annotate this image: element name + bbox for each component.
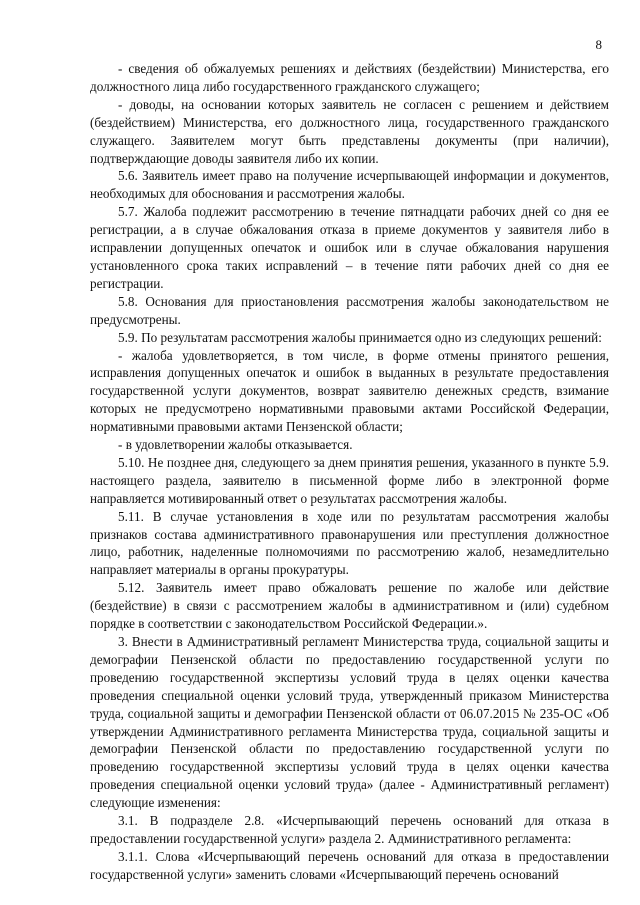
paragraph-5-9: 5.9. По результатам рассмотрения жалобы принимается одно из следующих решений: <box>118 329 602 345</box>
paragraph-3: 3. Внести в Административный регламент Министерства труда, социальной защиты и демографии Пензенской области по предоставлению государственной услуги по проведению государственной экспертизы условий труда в целях оценки качества проведения специальной оценки условий труда, утвержденный приказом Министерства труда, социальной защиты и демографии Пензенской области от 06.07.2015 № 235-ОС «Об утверждении Административного регламента Министерства труда, социальной защиты и демографии Пензенской области по предоставлению государственной услуги по проведению государственной экспертизы условий труда в целях оценки качества проведения специальной оценки условий труда» (далее - Административный регламент) следующие изменения: <box>90 634 609 811</box>
paragraph-3-1-1: 3.1.1. Слова «Исчерпывающий перечень оснований для отказа в предоставлении государственной услуги» заменить словами «Исчерпывающий перечень оснований <box>90 848 609 882</box>
paragraph-5-6: 5.6. Заявитель имеет право на получение исчерпывающей информации и документов, необходимых для обоснования и рассмотрения жалобы. <box>90 168 609 202</box>
document-body <box>90 60 609 884</box>
paragraph-complaint-satisfied: - жалоба удовлетворяется, в том числе, в форме отмены принятого решения, исправления допущенных опечаток и ошибок в выданных в результате предоставления государственной услуги документов, возврат заявителю денежных средств, взимание которых не предусмотрено нормативными правовыми актами Российской Федерации, нормативными правовыми актами Пензенской области; <box>90 347 609 435</box>
page-number: 8 <box>595 37 602 52</box>
paragraph-5-11: 5.11. В случае установления в ходе или по результатам рассмотрения жалобы признаков состава административного правонарушения или преступления должностное лицо, работник, наделенные полномочиями по рассмотрению жалоб, незамедлительно направляет материалы в органы прокуратуры. <box>90 508 609 578</box>
paragraph-5-7: 5.7. Жалоба подлежит рассмотрению в течение пятнадцати рабочих дней со дня ее регистрации, а в случае обжалования отказа в приеме документов у заявителя либо в исправлении допущенных опечаток и ошибок или в случае обжалования нарушения установленного срока таких исправлений – в течение пяти рабочих дней со дня ее регистрации. <box>90 204 609 291</box>
paragraph-5-8: 5.8. Основания для приостановления рассмотрения жалобы законодательством не предусмотрены. <box>90 293 609 327</box>
paragraph-complaint-rejected: - в удовлетворении жалобы отказывается. <box>118 437 353 453</box>
paragraph-appeal-info: - сведения об обжалуемых решениях и действиях (бездействии) Министерства, его должностного лица либо государственного гражданского служащего; <box>90 61 609 94</box>
paragraph-5-10: 5.10. Не позднее дня, следующего за днем принятия решения, указанного в пункте 5.9. настоящего раздела, заявителю в письменной форме либо в электронной форме направляется мотивированный ответ о результатах рассмотрения жалобы. <box>90 454 609 506</box>
paragraph-5-12: 5.12. Заявитель имеет право обжаловать решение по жалобе или действие (бездействие) в связи с рассмотрением жалобы в административном и (или) судебном порядке в соответствии с законодательством Российской Федерации.». <box>90 580 609 632</box>
paragraph-arguments: - доводы, на основании которых заявитель не согласен с решением и действием (бездействием) Министерства, его должностного лица, государственного гражданского служащего. Заявителем могут быть представлены документы (при наличии), подтверждающие доводы заявителя либо их копии. <box>90 96 609 166</box>
paragraph-3-1: 3.1. В подразделе 2.8. «Исчерпывающий перечень оснований для отказа в предоставлении государственной услуги» раздела 2. Административного регламента: <box>90 813 609 846</box>
